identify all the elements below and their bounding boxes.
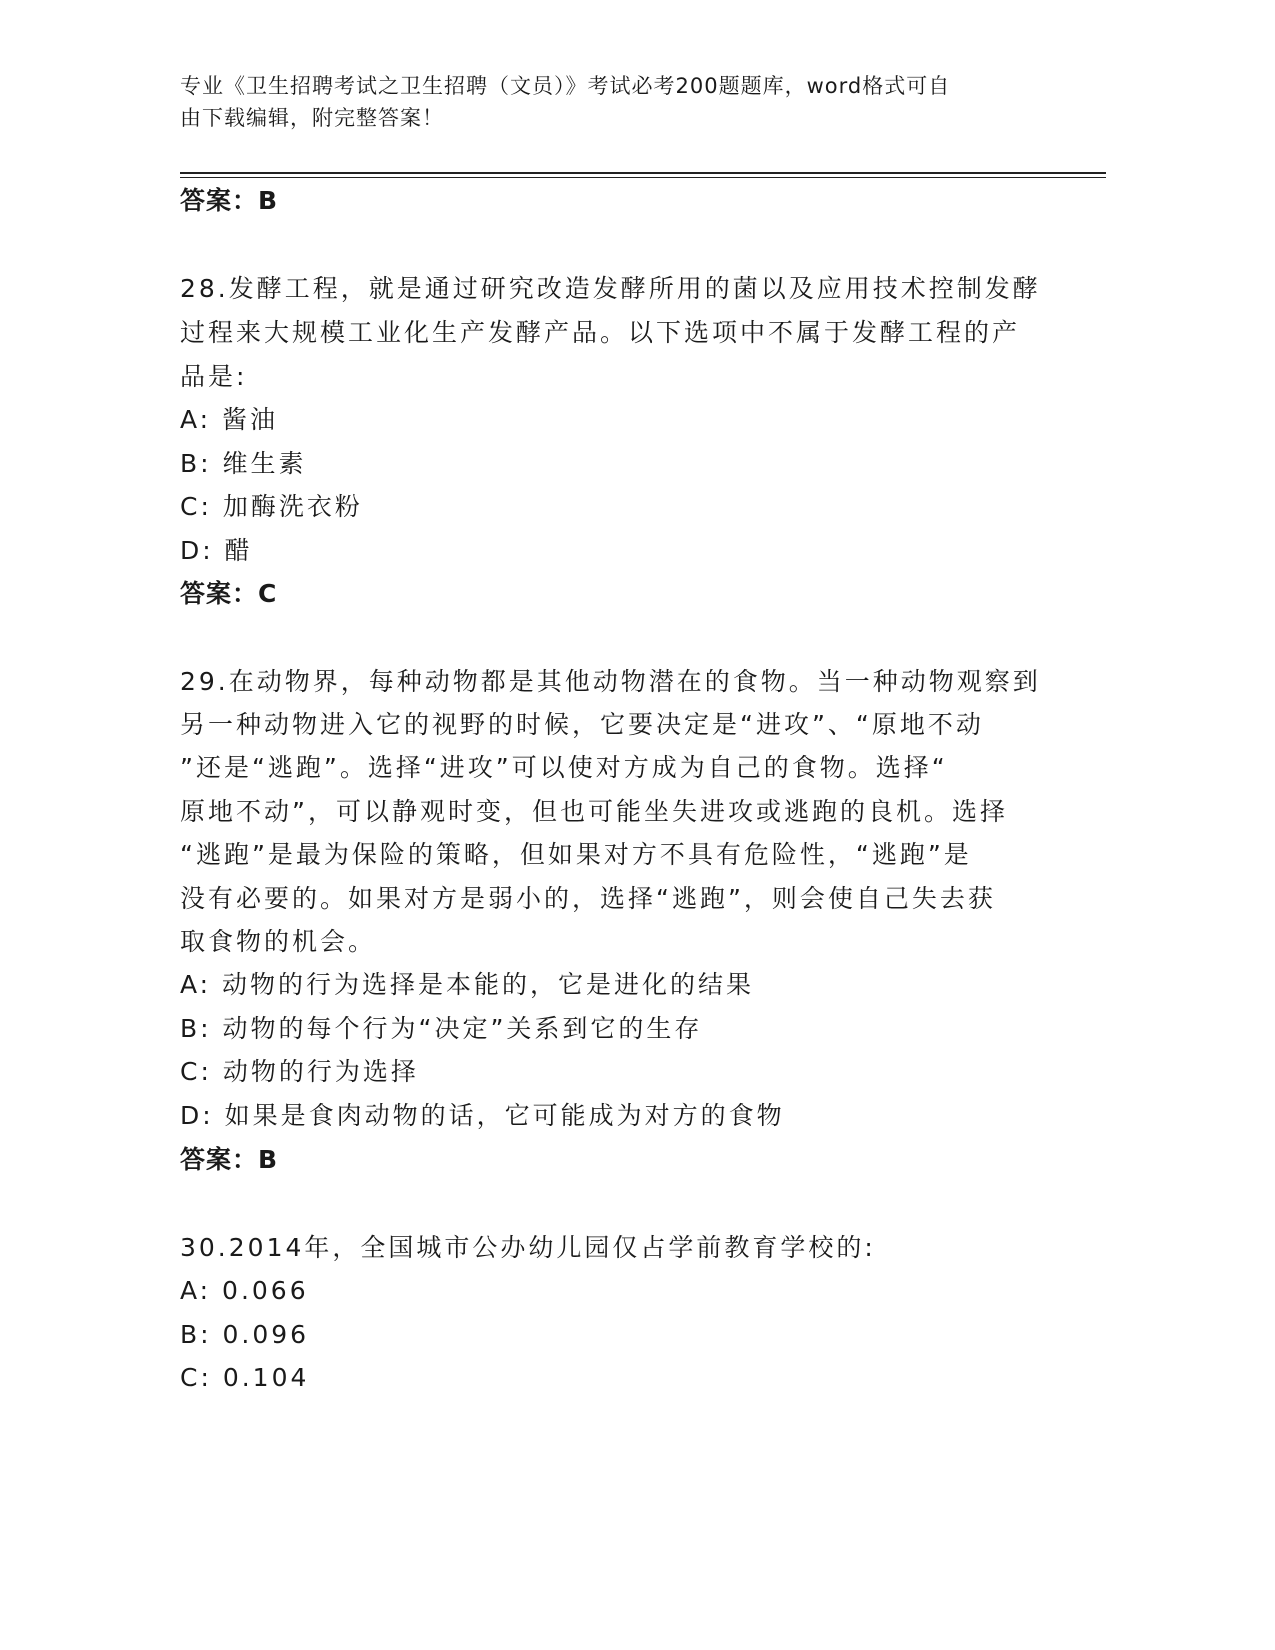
header-line-1: 专业《卫生招聘考试之卫生招聘（文员）》考试必考200题题库，word格式可自 [180, 74, 951, 98]
q28-answer: 答案：C [180, 579, 278, 608]
q29-text-line-2: 另一种动物进入它的视野的时候，它要决定是“进攻”、“原地不动 [180, 710, 984, 739]
q28-option-a: A: 酱油 [180, 405, 279, 434]
q29-answer: 答案：B [180, 1145, 279, 1174]
q28-option-d: D: 醋 [180, 536, 253, 565]
previous-answer: 答案：B [180, 186, 279, 215]
q29-text-line-6: 没有必要的。如果对方是弱小的，选择“逃跑”，则会使自己失去获 [180, 884, 996, 913]
q28-option-c: C: 加酶洗衣粉 [180, 492, 363, 521]
q29-text-line-4: 原地不动”，可以静观时变，但也可能坐失进攻或逃跑的良机。选择 [180, 797, 1008, 826]
q28-text-line-2: 过程来大规模工业化生产发酵产品。以下选项中不属于发酵工程的产 [180, 318, 1021, 347]
q30-text-line-1: 30.2014年，全国城市公办幼儿园仅占学前教育学校的: [180, 1233, 876, 1262]
q29-option-d: D: 如果是食肉动物的话，它可能成为对方的食物 [180, 1101, 785, 1130]
q29-option-a: A: 动物的行为选择是本能的，它是进化的结果 [180, 970, 755, 999]
document-header [180, 70, 1040, 134]
q28-text-line-1: 28.发酵工程，就是通过研究改造发酵所用的菌以及应用技术控制发酵 [180, 274, 1041, 303]
q28-text-line-3: 品是: [180, 362, 248, 391]
q28-option-b: B: 维生素 [180, 449, 307, 478]
q29-text-line-5: “逃跑”是最为保险的策略，但如果对方不具有危险性，“逃跑”是 [180, 840, 972, 869]
q30-option-a: A: 0.066 [180, 1276, 309, 1305]
q29-text-line-7: 取食物的机会。 [180, 927, 377, 956]
header-divider-thin [180, 177, 1106, 178]
header-line-2: 由下载编辑，附完整答案！ [180, 106, 444, 130]
q30-option-c: C: 0.104 [180, 1363, 310, 1392]
q29-text-line-1: 29.在动物界，每种动物都是其他动物潜在的食物。当一种动物观察到 [180, 667, 1041, 696]
q29-option-b: B: 动物的每个行为“决定”关系到它的生存 [180, 1014, 703, 1043]
q30-option-b: B: 0.096 [180, 1320, 310, 1349]
q29-text-line-3: ”还是“逃跑”。选择“进攻”可以使对方成为自己的食物。选择“ [180, 753, 948, 782]
q29-option-c: C: 动物的行为选择 [180, 1057, 419, 1086]
header-divider-thick [180, 172, 1106, 174]
